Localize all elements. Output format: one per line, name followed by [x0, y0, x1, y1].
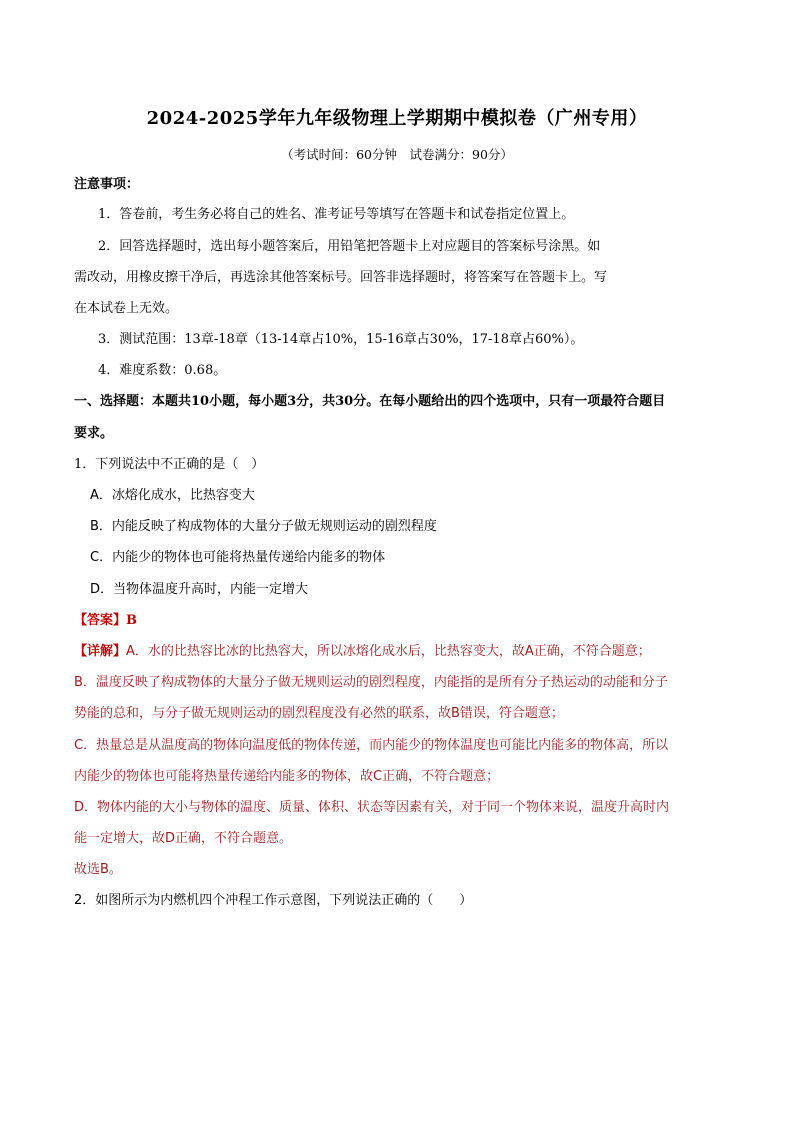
- notice-item: 2．回答选择题时，选出每小题答案后，用铅笔把答题卡上对应题目的答案标号涂黑。如: [98, 239, 601, 254]
- option-c: C．内能少的物体也可能将热量传递给内能多的物体: [90, 550, 386, 565]
- answer-value: B: [126, 613, 138, 628]
- option-b: B．内能反映了构成物体的大量分子做无规则运动的剧烈程度: [90, 519, 437, 534]
- section-heading-continued: 要求。: [74, 426, 114, 441]
- notice-item: 1．答卷前，考生务必将自己的姓名、准考证号等填写在答题卡和试卷指定位置上。: [98, 207, 575, 222]
- notice-item: 在本试卷上无效。: [74, 301, 179, 316]
- answer-label: 【答案】: [74, 613, 127, 628]
- detail-line: D．物体内能的大小与物体的温度、质量、体积、状态等因素有关，对于同一个物体来说，温度升高时内: [74, 800, 670, 815]
- notice-item: 4．难度系数：0.68。: [98, 363, 227, 378]
- detail-text: A．水的比热容比冰的比热容大，所以冰熔化成水后，比热容变大，故A正确，不符合题意；: [126, 644, 651, 659]
- detail-line: B．温度反映了构成物体的大量分子做无规则运动的剧烈程度，内能指的是所有分子热运动的动能和分子: [74, 675, 668, 690]
- detail-line: 能一定增大，故D正确，不符合题意。: [74, 831, 293, 846]
- answer-line: [74, 612, 724, 630]
- detail-line: C．热量总是从温度高的物体向温度低的物体传递，而内能少的物体温度也可能比内能多的物体高，所以: [74, 738, 669, 753]
- question-stem: 1．下列说法中不正确的是（ ）: [74, 457, 265, 472]
- detail-line: [74, 643, 724, 661]
- detail-line: 势能的总和，与分子做无规则运动的剧烈程度没有必然的联系，故B错误，符合题意；: [74, 706, 564, 721]
- notice-item: 3．测试范围：13章-18章（13-14章占10%，15-16章占30%，17-18章占60%）。: [98, 332, 584, 347]
- section-heading: 一、选择题：本题共10小题，每小题3分，共30分。在每小题给出的四个选项中，只有一项最符合题目: [74, 394, 666, 409]
- detail-conclusion: 故选B。: [74, 862, 122, 877]
- question-stem: 2．如图所示为内燃机四个冲程工作示意图，下列说法正确的（ ）: [74, 893, 473, 908]
- detail-line: 内能少的物体也可能将热量传递给内能多的物体，故C正确，不符合题意；: [74, 769, 500, 784]
- exam-info: （考试时间：60分钟 试卷满分：90分）: [281, 147, 513, 162]
- page-title: 2024-2025学年九年级物理上学期期中模拟卷（广州专用）: [146, 108, 648, 129]
- detail-label: 【详解】: [74, 644, 127, 659]
- option-a: A．冰熔化成水，比热容变大: [90, 488, 255, 503]
- option-d: D．当物体温度升高时，内能一定增大: [90, 582, 309, 597]
- notice-item: 需改动，用橡皮擦干净后，再选涂其他答案标号。回答非选择题时，将答案写在答题卡上。写: [74, 270, 608, 285]
- notice-heading: 注意事项：: [74, 177, 140, 192]
